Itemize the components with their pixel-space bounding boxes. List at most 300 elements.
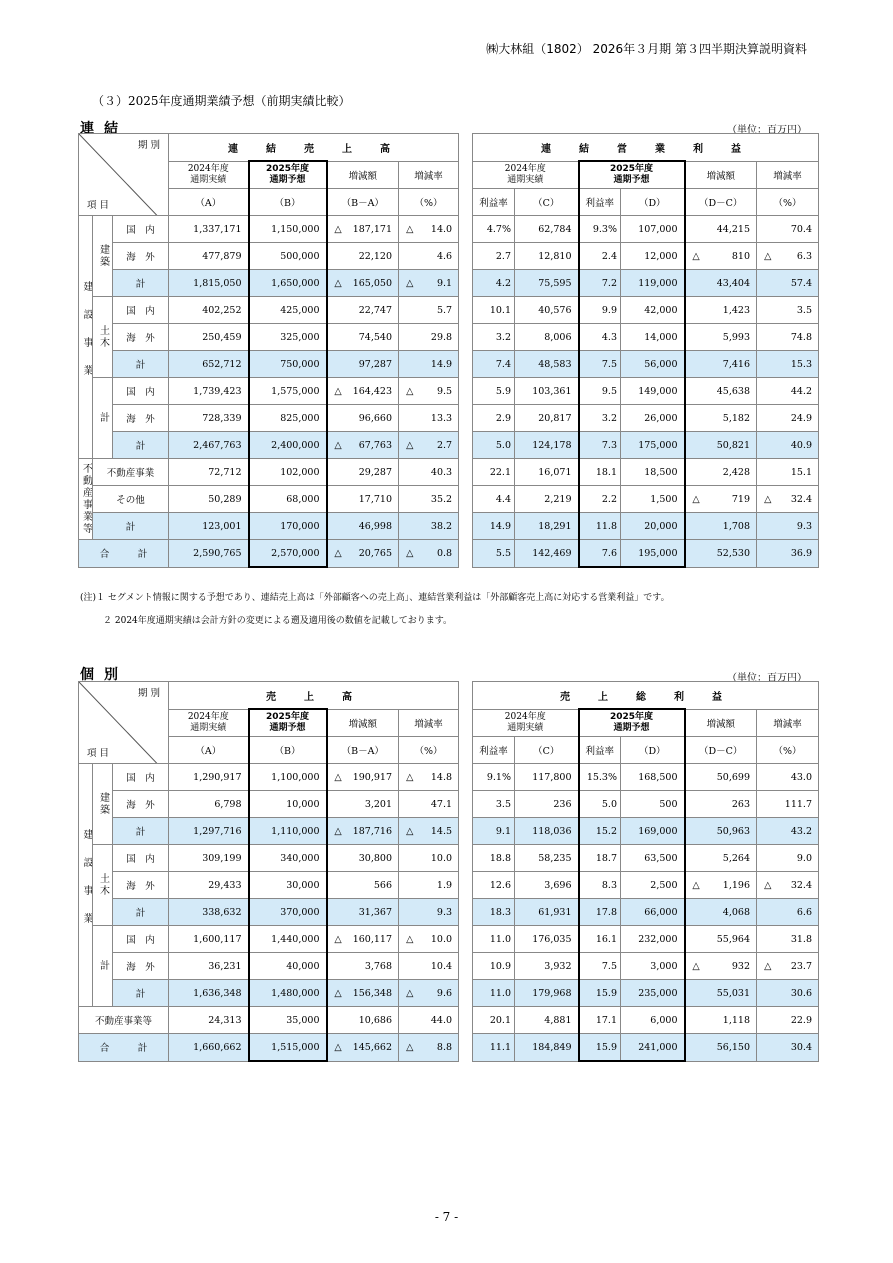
cell-margin-d: 15.2: [579, 818, 621, 845]
cell-pct: 44.0: [421, 1007, 459, 1034]
tri-mark: [757, 899, 779, 926]
tri-mark: [757, 926, 779, 953]
cell-d: 195,000: [621, 540, 685, 568]
cell-c: 117,800: [515, 764, 579, 791]
cell-c: 176,035: [515, 926, 579, 953]
cell-pct: 9.3: [779, 513, 819, 540]
cell-ba: 165,050: [349, 270, 399, 297]
tri-mark: [327, 243, 349, 270]
cell-margin-c: 18.3: [473, 899, 515, 926]
tri-mark: [757, 432, 779, 459]
group-total: 計: [93, 926, 113, 1007]
cell-pct: 44.2: [779, 378, 819, 405]
table-row: [79, 378, 459, 405]
cell-margin-c: 9.1%: [473, 764, 515, 791]
cell-pct: 10.4: [421, 953, 459, 980]
cell-pct: 14.0: [421, 216, 459, 243]
cell-c: 18,291: [515, 513, 579, 540]
cell-b: 1,150,000: [249, 216, 327, 243]
tri-mark: [685, 297, 707, 324]
cell-pct: 30.6: [779, 980, 819, 1007]
cell-a: 6,798: [169, 791, 249, 818]
cell-margin-d: 15.9: [579, 980, 621, 1007]
row-label: 計: [113, 818, 169, 845]
cell-pct: 14.8: [421, 764, 459, 791]
cell-a: 1,739,423: [169, 378, 249, 405]
tri-mark: [327, 459, 349, 486]
cell-pct: 9.1: [421, 270, 459, 297]
tri-mark: △: [327, 540, 349, 568]
cell-pct: 14.5: [421, 818, 459, 845]
cell-margin-d: 7.6: [579, 540, 621, 568]
cell-c: 2,219: [515, 486, 579, 513]
tri-mark: △: [327, 378, 349, 405]
cell-c: 118,036: [515, 818, 579, 845]
cell-margin-d: 7.2: [579, 270, 621, 297]
tri-mark: [327, 324, 349, 351]
tri-mark: [327, 872, 349, 899]
table-row: [473, 459, 819, 486]
cell-d: 2,500: [621, 872, 685, 899]
cell-b: 370,000: [249, 899, 327, 926]
cell-c: 236: [515, 791, 579, 818]
cell-pct: 32.4: [779, 486, 819, 513]
table-row: [79, 351, 459, 378]
table-row: [79, 243, 459, 270]
row-label: 計: [113, 980, 169, 1007]
row-label-grand-total: 合 計: [79, 540, 169, 568]
cell-margin-c: 14.9: [473, 513, 515, 540]
cell-margin-d: 7.3: [579, 432, 621, 459]
cell-b: 10,000: [249, 791, 327, 818]
cell-margin-d: 17.8: [579, 899, 621, 926]
cell-pct: 29.8: [421, 324, 459, 351]
tri-mark: △: [399, 432, 421, 459]
cell-ba: 160,117: [349, 926, 399, 953]
group-construction: 建設事業: [79, 216, 93, 459]
table-row: [473, 791, 819, 818]
tri-mark: [327, 845, 349, 872]
label-a: （A）: [169, 189, 249, 216]
cell-margin-d: 3.2: [579, 405, 621, 432]
row-label: 計: [93, 513, 169, 540]
cell-b: 102,000: [249, 459, 327, 486]
tri-mark: △: [685, 953, 707, 980]
row-label: 海 外: [113, 324, 169, 351]
cell-b: 750,000: [249, 351, 327, 378]
col-prev-year: 2024年度 通期実績: [473, 161, 579, 189]
cell-pct: 4.6: [421, 243, 459, 270]
tri-mark: [757, 378, 779, 405]
cell-ba: 3,768: [349, 953, 399, 980]
cell-pct: 32.4: [779, 872, 819, 899]
cell-a: 309,199: [169, 845, 249, 872]
cell-margin-c: 11.1: [473, 1034, 515, 1062]
cell-b: 40,000: [249, 953, 327, 980]
tri-mark: [685, 378, 707, 405]
tri-mark: [685, 513, 707, 540]
label-b: （B）: [249, 189, 327, 216]
nonconsolidated-heading: 個別: [80, 667, 128, 683]
table-row: [79, 540, 459, 568]
label-pct: （%）: [757, 189, 819, 216]
tri-mark: [757, 980, 779, 1007]
col-margin: 利益率: [579, 737, 621, 764]
cell-a: 1,815,050: [169, 270, 249, 297]
cell-margin-c: 22.1: [473, 459, 515, 486]
cell-margin-d: 9.5: [579, 378, 621, 405]
col-rate: 増減率: [757, 709, 819, 737]
cell-pct: 10.0: [421, 926, 459, 953]
cell-margin-c: 3.2: [473, 324, 515, 351]
cell-pct: 40.3: [421, 459, 459, 486]
tri-mark: [757, 818, 779, 845]
col-diff: 増減額: [685, 709, 757, 737]
cell-d: 18,500: [621, 459, 685, 486]
cell-c: 184,849: [515, 1034, 579, 1062]
cell-ba: 30,800: [349, 845, 399, 872]
cell-margin-d: 4.3: [579, 324, 621, 351]
diagonal-line: [79, 682, 169, 764]
cell-d: 175,000: [621, 432, 685, 459]
cell-pct: 36.9: [779, 540, 819, 568]
cell-margin-c: 4.4: [473, 486, 515, 513]
cell-c: 3,932: [515, 953, 579, 980]
cell-pct: 38.2: [421, 513, 459, 540]
col-prev-year: 2024年度 通期実績: [473, 709, 579, 737]
row-label: 海 外: [113, 872, 169, 899]
cell-pct: 74.8: [779, 324, 819, 351]
cell-a: 338,632: [169, 899, 249, 926]
table-row: [79, 764, 459, 791]
table-row: [79, 1034, 459, 1062]
cell-d: 149,000: [621, 378, 685, 405]
tri-mark: [685, 540, 707, 568]
row-label: 国 内: [113, 764, 169, 791]
cell-ba: 190,917: [349, 764, 399, 791]
tri-mark: [399, 243, 421, 270]
cell-margin-c: 10.9: [473, 953, 515, 980]
row-label: その他: [93, 486, 169, 513]
cell-d: 1,500: [621, 486, 685, 513]
cell-c: 20,817: [515, 405, 579, 432]
group-civil: 土木: [93, 845, 113, 926]
cell-a: 24,313: [169, 1007, 249, 1034]
table-row: [79, 513, 459, 540]
cell-dc: 55,031: [707, 980, 757, 1007]
cell-dc: 1,423: [707, 297, 757, 324]
cell-d: 26,000: [621, 405, 685, 432]
group-construction: 建設事業: [79, 764, 93, 1007]
label-c: （C）: [515, 189, 579, 216]
left-title: 連 結 売 上 高: [169, 134, 459, 162]
tri-mark: [757, 270, 779, 297]
table-row: [473, 953, 819, 980]
cell-pct: 35.2: [421, 486, 459, 513]
cell-dc: 719: [707, 486, 757, 513]
cell-dc: 810: [707, 243, 757, 270]
cell-b: 1,575,000: [249, 378, 327, 405]
table-row: [473, 432, 819, 459]
tri-mark: [757, 1034, 779, 1062]
tri-mark: [399, 297, 421, 324]
tri-mark: △: [399, 540, 421, 568]
tri-mark: △: [327, 764, 349, 791]
tri-mark: [685, 764, 707, 791]
table-row: [473, 243, 819, 270]
tri-mark: [685, 1034, 707, 1062]
label-c: （C）: [515, 737, 579, 764]
cell-pct: 3.5: [779, 297, 819, 324]
cell-a: 50,289: [169, 486, 249, 513]
period-label: 期 別: [137, 688, 161, 699]
cell-c: 16,071: [515, 459, 579, 486]
table-row: [473, 270, 819, 297]
tri-mark: [685, 845, 707, 872]
table-row: [79, 845, 459, 872]
cell-a: 36,231: [169, 953, 249, 980]
note-2: ２ 2024年度通期実績は会計方針の変更による遡及適用後の数値を記載しております。: [103, 616, 453, 626]
table-row: [473, 1007, 819, 1034]
cell-margin-c: 18.8: [473, 845, 515, 872]
cell-dc: 1,708: [707, 513, 757, 540]
cell-pct: 15.1: [779, 459, 819, 486]
tri-mark: [757, 405, 779, 432]
period-label: 期 別: [137, 140, 161, 151]
cell-b: 340,000: [249, 845, 327, 872]
tri-mark: [399, 899, 421, 926]
table-row: [79, 980, 459, 1007]
cell-pct: 30.4: [779, 1034, 819, 1062]
tri-mark: [327, 297, 349, 324]
row-label: 海 外: [113, 953, 169, 980]
cell-d: 241,000: [621, 1034, 685, 1062]
tri-mark: [327, 405, 349, 432]
cell-ba: 566: [349, 872, 399, 899]
cell-ba: 156,348: [349, 980, 399, 1007]
tri-mark: [327, 513, 349, 540]
tri-mark: [399, 486, 421, 513]
table-row: [473, 980, 819, 1007]
table-row: [473, 1034, 819, 1062]
cell-margin-c: 7.4: [473, 351, 515, 378]
table-row: [473, 899, 819, 926]
cell-a: 2,590,765: [169, 540, 249, 568]
tri-mark: [327, 351, 349, 378]
document-header: ㈱大林組（1802） 2026年３月期 第３四半期決算説明資料: [486, 42, 807, 56]
cell-b: 1,515,000: [249, 1034, 327, 1062]
tri-mark: [399, 405, 421, 432]
cell-b: 35,000: [249, 1007, 327, 1034]
tri-mark: △: [399, 216, 421, 243]
tri-mark: △: [327, 432, 349, 459]
cell-pct: 6.6: [779, 899, 819, 926]
col-forecast: 2025年度 通期予想: [579, 709, 685, 737]
tri-mark: [685, 818, 707, 845]
label-pct: （%）: [757, 737, 819, 764]
col-forecast: 2025年度 通期予想: [249, 709, 327, 737]
cell-margin-c: 12.6: [473, 872, 515, 899]
cell-dc: 1,118: [707, 1007, 757, 1034]
cell-ba: 164,423: [349, 378, 399, 405]
table-row: [79, 1007, 459, 1034]
consolidated-heading: 連結: [80, 121, 128, 137]
tri-mark: [757, 1007, 779, 1034]
cell-margin-d: 9.9: [579, 297, 621, 324]
cell-dc: 50,699: [707, 764, 757, 791]
tri-mark: [685, 216, 707, 243]
cell-a: 1,290,917: [169, 764, 249, 791]
cell-a: 250,459: [169, 324, 249, 351]
cell-b: 68,000: [249, 486, 327, 513]
corner-cell: [79, 134, 169, 216]
label-d: （D）: [621, 737, 685, 764]
section-title: （３）2025年度通期業績予想（前期実績比較）: [92, 94, 351, 108]
table-row: [473, 764, 819, 791]
tri-mark: [685, 791, 707, 818]
cell-pct: 14.9: [421, 351, 459, 378]
cell-margin-c: 4.7%: [473, 216, 515, 243]
tri-mark: △: [685, 486, 707, 513]
cell-margin-c: 10.1: [473, 297, 515, 324]
tri-mark: △: [757, 953, 779, 980]
cell-c: 40,576: [515, 297, 579, 324]
cell-pct: 111.7: [779, 791, 819, 818]
tri-mark: △: [399, 926, 421, 953]
table-row: [79, 953, 459, 980]
table-row: [79, 216, 459, 243]
cell-dc: 56,150: [707, 1034, 757, 1062]
tri-mark: △: [399, 818, 421, 845]
cell-ba: 29,287: [349, 459, 399, 486]
cell-a: 652,712: [169, 351, 249, 378]
tri-mark: [685, 899, 707, 926]
cell-margin-c: 11.0: [473, 926, 515, 953]
cell-margin-c: 5.9: [473, 378, 515, 405]
cell-b: 1,440,000: [249, 926, 327, 953]
cell-a: 477,879: [169, 243, 249, 270]
cell-b: 30,000: [249, 872, 327, 899]
cell-b: 170,000: [249, 513, 327, 540]
cell-d: 56,000: [621, 351, 685, 378]
cell-c: 179,968: [515, 980, 579, 1007]
tri-mark: [757, 791, 779, 818]
cell-c: 4,881: [515, 1007, 579, 1034]
tri-mark: △: [685, 243, 707, 270]
page-number: - 7 -: [434, 1210, 459, 1224]
row-label: 計: [113, 270, 169, 297]
tri-mark: [327, 953, 349, 980]
label-a: （A）: [169, 737, 249, 764]
cell-a: 2,467,763: [169, 432, 249, 459]
tri-mark: △: [327, 216, 349, 243]
cell-pct: 10.0: [421, 845, 459, 872]
tri-mark: [327, 1007, 349, 1034]
cell-dc: 7,416: [707, 351, 757, 378]
row-label: 不動産事業: [93, 459, 169, 486]
cell-pct: 1.9: [421, 872, 459, 899]
tri-mark: △: [757, 486, 779, 513]
row-label: 計: [113, 899, 169, 926]
cell-c: 48,583: [515, 351, 579, 378]
cell-b: 2,570,000: [249, 540, 327, 568]
cell-ba: 187,171: [349, 216, 399, 243]
tri-mark: [757, 459, 779, 486]
cell-margin-c: 11.0: [473, 980, 515, 1007]
cell-dc: 43,404: [707, 270, 757, 297]
cell-a: 728,339: [169, 405, 249, 432]
cell-dc: 2,428: [707, 459, 757, 486]
row-label: 計: [113, 432, 169, 459]
cell-ba: 17,710: [349, 486, 399, 513]
tri-mark: [757, 216, 779, 243]
row-label: 計: [113, 351, 169, 378]
cell-ba: 3,201: [349, 791, 399, 818]
cell-pct: 6.3: [779, 243, 819, 270]
cell-margin-d: 15.3%: [579, 764, 621, 791]
col-rate: 増減率: [399, 161, 459, 189]
cell-c: 142,469: [515, 540, 579, 568]
cell-c: 12,810: [515, 243, 579, 270]
row-label: 海 外: [113, 243, 169, 270]
tri-mark: [399, 845, 421, 872]
label-pct: （%）: [399, 189, 459, 216]
cell-c: 8,006: [515, 324, 579, 351]
tri-mark: [685, 980, 707, 1007]
cell-pct: 2.7: [421, 432, 459, 459]
cell-ba: 46,998: [349, 513, 399, 540]
cell-d: 63,500: [621, 845, 685, 872]
cell-pct: 24.9: [779, 405, 819, 432]
col-forecast: 2025年度 通期予想: [249, 161, 327, 189]
row-label: 不動産事業等: [79, 1007, 169, 1034]
table-row: [79, 405, 459, 432]
cell-margin-c: 2.9: [473, 405, 515, 432]
table-row: [79, 432, 459, 459]
table-row: [473, 297, 819, 324]
cell-margin-c: 20.1: [473, 1007, 515, 1034]
cell-ba: 97,287: [349, 351, 399, 378]
tri-mark: [685, 405, 707, 432]
tri-mark: [757, 297, 779, 324]
tri-mark: [685, 324, 707, 351]
cell-pct: 13.3: [421, 405, 459, 432]
tri-mark: △: [685, 872, 707, 899]
tri-mark: [757, 513, 779, 540]
cell-b: 425,000: [249, 297, 327, 324]
cell-a: 1,636,348: [169, 980, 249, 1007]
cell-pct: 0.8: [421, 540, 459, 568]
diagonal-line: [79, 134, 169, 216]
cell-b: 1,100,000: [249, 764, 327, 791]
tri-mark: △: [327, 980, 349, 1007]
cell-pct: 57.4: [779, 270, 819, 297]
table-row: [473, 540, 819, 568]
label-d: （D）: [621, 189, 685, 216]
left-title: 売 上 高: [169, 682, 459, 710]
tri-mark: △: [757, 872, 779, 899]
cell-margin-c: 9.1: [473, 818, 515, 845]
cell-c: 58,235: [515, 845, 579, 872]
table-row: [473, 351, 819, 378]
table-row: [473, 926, 819, 953]
cell-ba: 187,716: [349, 818, 399, 845]
cell-pct: 9.5: [421, 378, 459, 405]
unit-label-nonconsolidated: （単位：百万円）: [727, 673, 807, 684]
table-row: [79, 324, 459, 351]
cell-d: 20,000: [621, 513, 685, 540]
cell-pct: 15.3: [779, 351, 819, 378]
